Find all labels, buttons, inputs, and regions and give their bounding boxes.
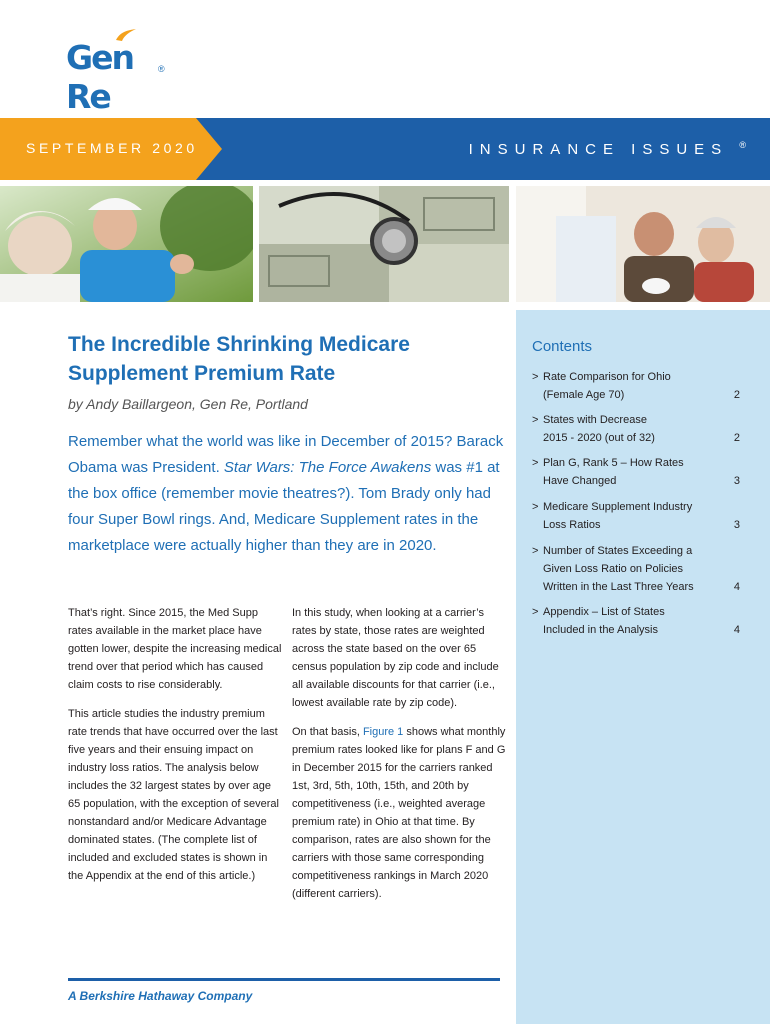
contents-title: Contents	[532, 338, 593, 355]
senior-couple-photo	[0, 186, 253, 302]
intro-text-part2: was #1 at the box office (remember movie theatres?). Tom Brady only had four Super Bowl rings. And, Medicare Supplement rates in the marketplace were actually higher than they are in 2020.	[68, 459, 500, 554]
toc-arrow-icon: >	[532, 414, 539, 426]
toc-item-label: Rate Comparison for Ohio (Female Age 70)	[543, 371, 671, 401]
figure-1-link[interactable]: Figure 1	[362, 726, 404, 738]
toc-item-label: Medicare Supplement Industry Loss Ratios	[543, 501, 693, 531]
toc-arrow-icon: >	[532, 371, 539, 383]
footer-company: A Berkshire Hathaway Company	[68, 989, 253, 1003]
paragraph-text: shows what monthly premium rates looked like for plans F and G in December 2015 for the carriers ranked 1st, 3rd, 5th, 10th, 15th, and 20th by competitiveness (i.e., weighted average premium rate) in Ohio at that time. By comparison, rates are also shown for the carriers with those same corresponding competitiveness rankings in March 2020 (different carriers).	[292, 726, 506, 900]
paragraph: In this study, when looking at a carrier’s rates by state, those rates are weighted across the state based on the over 65 census population by zip code and include all available discounts for that carrier (i.e., lowest available rate by zip code).	[292, 607, 499, 709]
paragraph	[292, 723, 507, 903]
toc-item-label: States with Decrease 2015 - 2020 (out of 32)	[543, 414, 655, 444]
article-intro	[68, 429, 508, 559]
toc-page-number: 3	[733, 519, 740, 531]
toc-item-label: Number of States Exceeding a Given Loss Ratio on Policies Written in the Last Three Years	[543, 545, 694, 593]
toc-arrow-icon: >	[532, 606, 539, 618]
article-title: The Incredible Shrinking Medicare Supplement Premium Rate	[68, 333, 410, 385]
body-column-right	[292, 604, 507, 914]
stethoscope-money-photo	[259, 186, 509, 302]
toc-page-number: 2	[733, 432, 740, 444]
intro-movie-title: Star Wars: The Force Awakens	[223, 459, 432, 476]
doctor-consultation-photo	[516, 186, 770, 302]
contents-sidebar	[516, 310, 770, 1024]
series-registered-mark: ®	[739, 140, 746, 150]
toc-page-number: 4	[733, 581, 740, 593]
toc-arrow-icon: >	[532, 501, 539, 513]
toc-arrow-icon: >	[532, 457, 539, 469]
body-column-left	[68, 604, 283, 896]
intro-text-part1: Remember what the world was like in December of 2015? Barack Obama was President.	[68, 433, 504, 476]
paragraph: This article studies the industry premium rate trends that have occurred over the last five years and their ensuing impact on industry loss ratios. The analysis below includes the 32 largest states by over age 65 population, with the exception of several nonstandard and/or Medicare Advantage dominated states. (The complete list of included and excluded states is shown in the Appendix at the end of this article.)	[68, 708, 279, 882]
article-byline: by Andy Baillargeon, Gen Re, Portland	[68, 396, 308, 412]
paragraph: That’s right. Since 2015, the Med Supp rates available in the market place have gotten lower, despite the increasing medical trend over that period which has caused claim costs to rise considerably.	[68, 607, 282, 691]
toc-item-label: Plan G, Rank 5 – How Rates Have Changed	[543, 457, 684, 487]
footer-divider	[68, 978, 500, 981]
issue-date: SEPTEMBER 2020	[26, 140, 198, 156]
series-title	[469, 140, 746, 158]
toc-page-number: 3	[733, 475, 740, 487]
logo-text: Gen Re	[66, 38, 133, 116]
toc-page-number: 4	[733, 624, 740, 636]
paragraph-text: On that basis,	[292, 726, 363, 738]
gen-re-logo	[66, 28, 176, 116]
toc-arrow-icon: >	[532, 545, 539, 557]
toc-item-label: Appendix – List of States Included in the Analysis	[543, 606, 665, 636]
toc-page-number: 2	[733, 389, 740, 401]
logo-registered-mark: ®	[158, 64, 165, 74]
header-banner	[0, 118, 770, 180]
series-title-text: INSURANCE ISSUES	[468, 141, 729, 158]
